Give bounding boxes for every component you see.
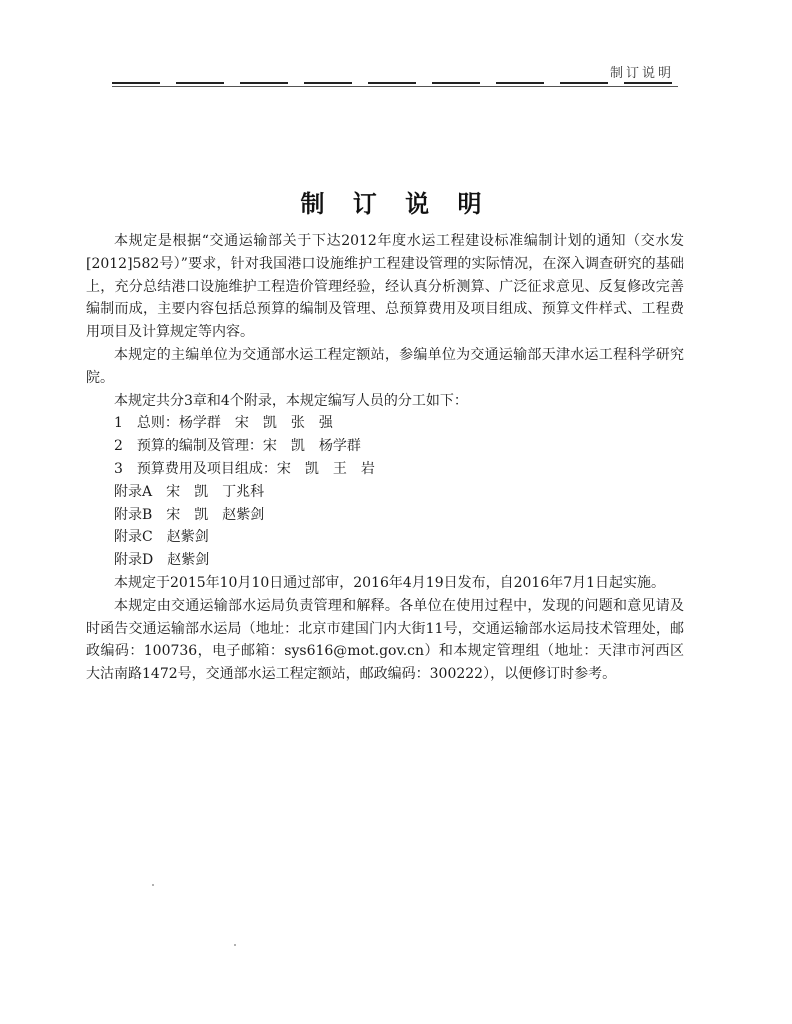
assignment-names: 宋 凯 王 岩 <box>276 460 375 477</box>
assignment-names: 宋 凯 杨学群 <box>262 438 361 455</box>
assignment-label: 附录B <box>114 506 167 523</box>
paragraph-structure: 本规定共分3章和4个附录，本规定编写人员的分工如下： <box>114 392 468 409</box>
paragraph-contact: 本规定由交通运输部水运局负责管理和解释。各单位在使用过程中，发现的问题和意见请及时函告交通运输部水运局（地址：北京市建国门内大街11号，交通运输部水运局技术管理处，邮政编码：100736，电子邮箱：sys616@mot.gov.cn）和本规定管理组（地址：天津市河西区大沽南路1472号，交通部水运工程定额站，邮政编码：300222），以便修订时参考。 <box>86 597 684 683</box>
page-title: 制 订 说 明 <box>300 189 492 218</box>
document-body <box>86 230 684 686</box>
assignment-line <box>86 435 684 458</box>
assignment-label: 附录C <box>114 529 167 546</box>
assignment-names: 杨学群 宋 凯 张 强 <box>178 415 333 432</box>
scan-speck <box>234 944 236 946</box>
assignment-line <box>86 504 684 527</box>
header-rule <box>112 82 678 84</box>
assignment-line <box>86 481 684 504</box>
assignment-label: 2 预算的编制及管理： <box>114 438 263 455</box>
assignment-names: 宋 凯 丁兆科 <box>166 483 265 500</box>
assignment-line <box>86 412 684 435</box>
assignment-names: 宋 凯 赵紫剑 <box>166 506 265 523</box>
assignment-line <box>86 549 684 572</box>
assignment-label: 1 总则： <box>114 415 179 432</box>
paragraph-effective-date: 本规定于2015年10月10日通过部审，2016年4月19日发布，自2016年7月1日起实施。 <box>114 574 666 591</box>
assignment-label: 附录D <box>114 552 168 569</box>
paragraph-basis: 本规定是根据“交通运输部关于下达2012年度水运工程建设标准编制计划的通知（交水发[2012]582号）”要求，针对我国港口设施维护工程建设管理的实际情况，在深入调查研究的基础上，充分总结港口设施维护工程造价管理经验，经认真分析测算、广泛征求意见、反复修改完善编制而成，主要内容包括总预算的编制及管理、总预算费用及项目组成、预算文件样式、工程费用项目及计算规定等内容。 <box>86 233 684 341</box>
scan-speck <box>152 884 154 886</box>
assignment-names: 赵紫剑 <box>166 529 209 546</box>
header-rule-thin <box>112 86 678 87</box>
running-header: 制订说明 <box>609 66 674 81</box>
assignment-label: 附录A <box>114 483 167 500</box>
paragraph-units: 本规定的主编单位为交通部水运工程定额站，参编单位为交通运输部天津水运工程科学研究院。 <box>86 346 684 386</box>
assignment-line <box>86 526 684 549</box>
assignment-names: 赵紫剑 <box>167 552 210 569</box>
assignment-label: 3 预算费用及项目组成： <box>114 460 277 477</box>
assignment-line <box>86 458 684 481</box>
